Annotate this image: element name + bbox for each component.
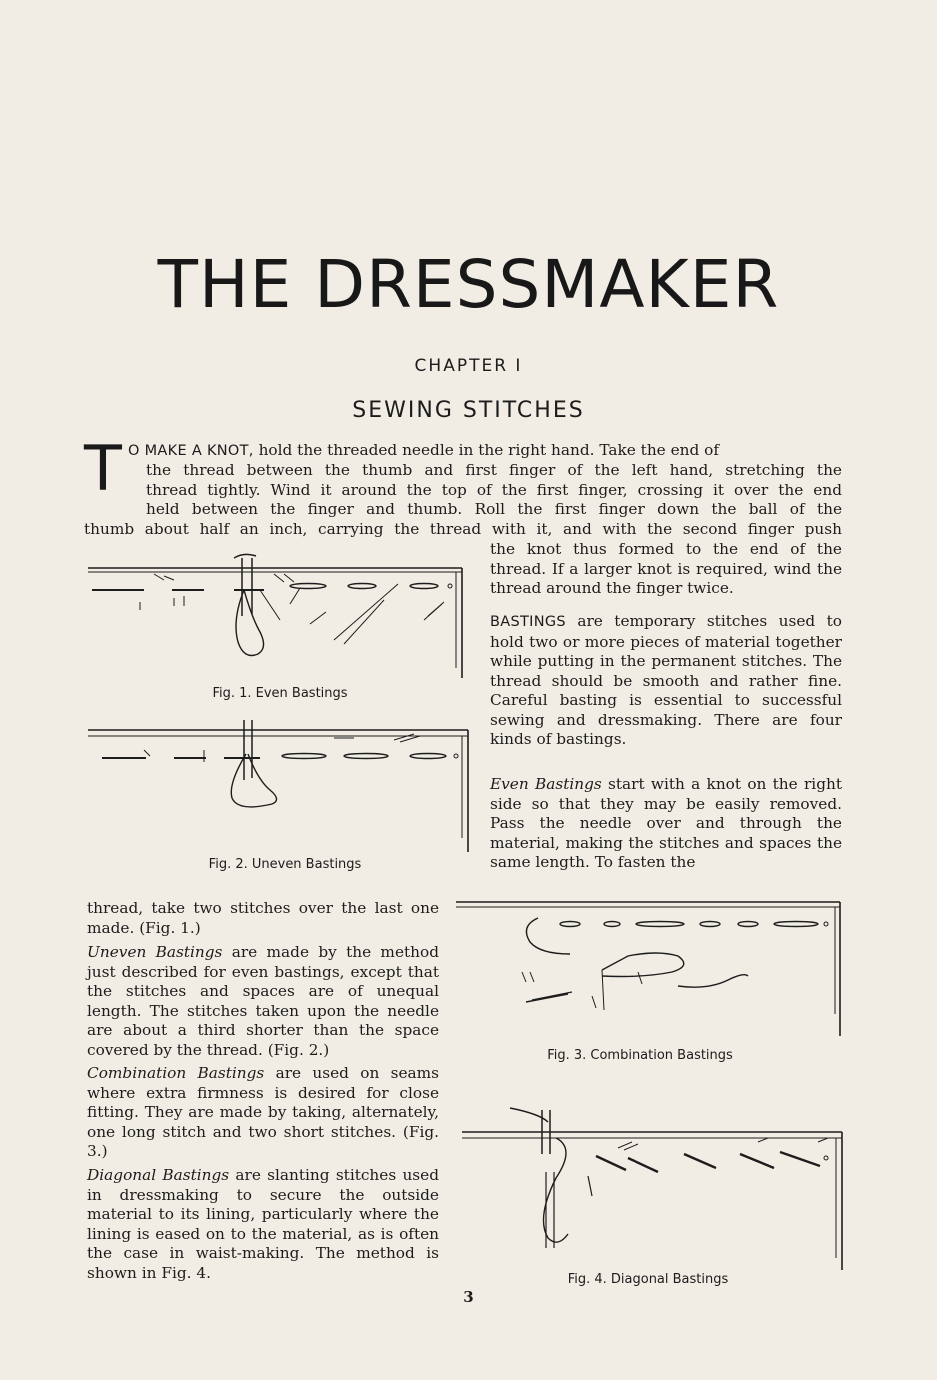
diagonal-bastings-text: are slanting stitches used in dressmaking to secure the outside material to its lining, particularly where the lining is eased on to the material, as is often the case in waist-making. The method is shown in Fig. 4. [87,1166,439,1282]
diagonal-bastings-paragraph [87,1166,439,1283]
page-number: 3 [463,1288,474,1306]
fig-2-caption: Fig. 2. Uneven Bastings [208,857,362,872]
fig-3-caption: Fig. 3. Combination Bastings [547,1048,733,1063]
intro-line-4: held between the finger and thumb. Roll the first finger down the ball of the [146,500,842,518]
fig-2-uneven-bastings-illustration [84,720,474,855]
intro-line-2: the thread between the thumb and first finger of the left hand, stretching the [146,461,842,479]
bastings-lead: BASTINGS [490,614,566,630]
bastings-text: are temporary stitches used to hold two or more pieces of material together while putting in the permanent stitches. The thread should be smooth and rather fine. Careful basting is essential to successful sewing and dressmaking. There are four kinds of bastings. [490,612,842,748]
bastings-paragraph [490,612,842,750]
diagonal-bastings-lead: Diagonal Bastings [87,1166,230,1184]
intro-line-1 [128,441,842,462]
even-bastings-text: start with a knot on the right side so that they may be easily removed. Pass the needle over and through the material, making the stitches and spaces the same length. To fasten the [490,775,842,871]
uneven-bastings-text: are made by the method just described for even bastings, except that the stitches and spaces are of unequal length. The stitches taken upon the needle are about a third shorter than the space covered by the thread. (Fig. 2.) [87,943,439,1059]
even-bastings-paragraph [490,775,842,873]
fig-4-diagonal-bastings-illustration [458,1102,850,1272]
even-bastings-lead: Even Bastings [490,775,602,793]
fig-4-caption: Fig. 4. Diagonal Bastings [567,1272,729,1287]
combination-bastings-text: are used on seams where extra firmness is desired for close fitting. They are made by taking, alternately, one long stitch and two short stitches. (Fig. 3.) [87,1064,439,1160]
combination-bastings-paragraph [87,1064,439,1162]
intro-continuation: the knot thus formed to the end of the thread. If a larger knot is required, wind the thread around the finger twice. [490,540,842,597]
fig-1-even-bastings-illustration [84,550,474,680]
section-heading: SEWING STITCHES [352,398,585,423]
chapter-heading: CHAPTER I [414,356,523,376]
intro-lead: O MAKE A KNOT, [128,443,254,459]
page-title: THE DRESSMAKER [157,246,780,323]
even-bastings-continuation: thread, take two stitches over the last one made. (Fig. 1.) [87,899,439,937]
intro-line-5: thumb about half an inch, carrying the thread with it, and with the second finger push [84,520,842,538]
fig-3-combination-bastings-illustration [452,896,847,1046]
uneven-bastings-lead: Uneven Bastings [87,943,223,961]
drop-cap: T [84,432,122,505]
intro-line-1-text: hold the threaded needle in the right hand. Take the end of [258,441,720,459]
uneven-bastings-paragraph [87,943,439,1060]
fig-1-caption: Fig. 1. Even Bastings [212,686,348,701]
intro-line-3: thread tightly. Wind it around the top of the first finger, crossing it over the end [146,481,842,499]
combination-bastings-lead: Combination Bastings [87,1064,265,1082]
